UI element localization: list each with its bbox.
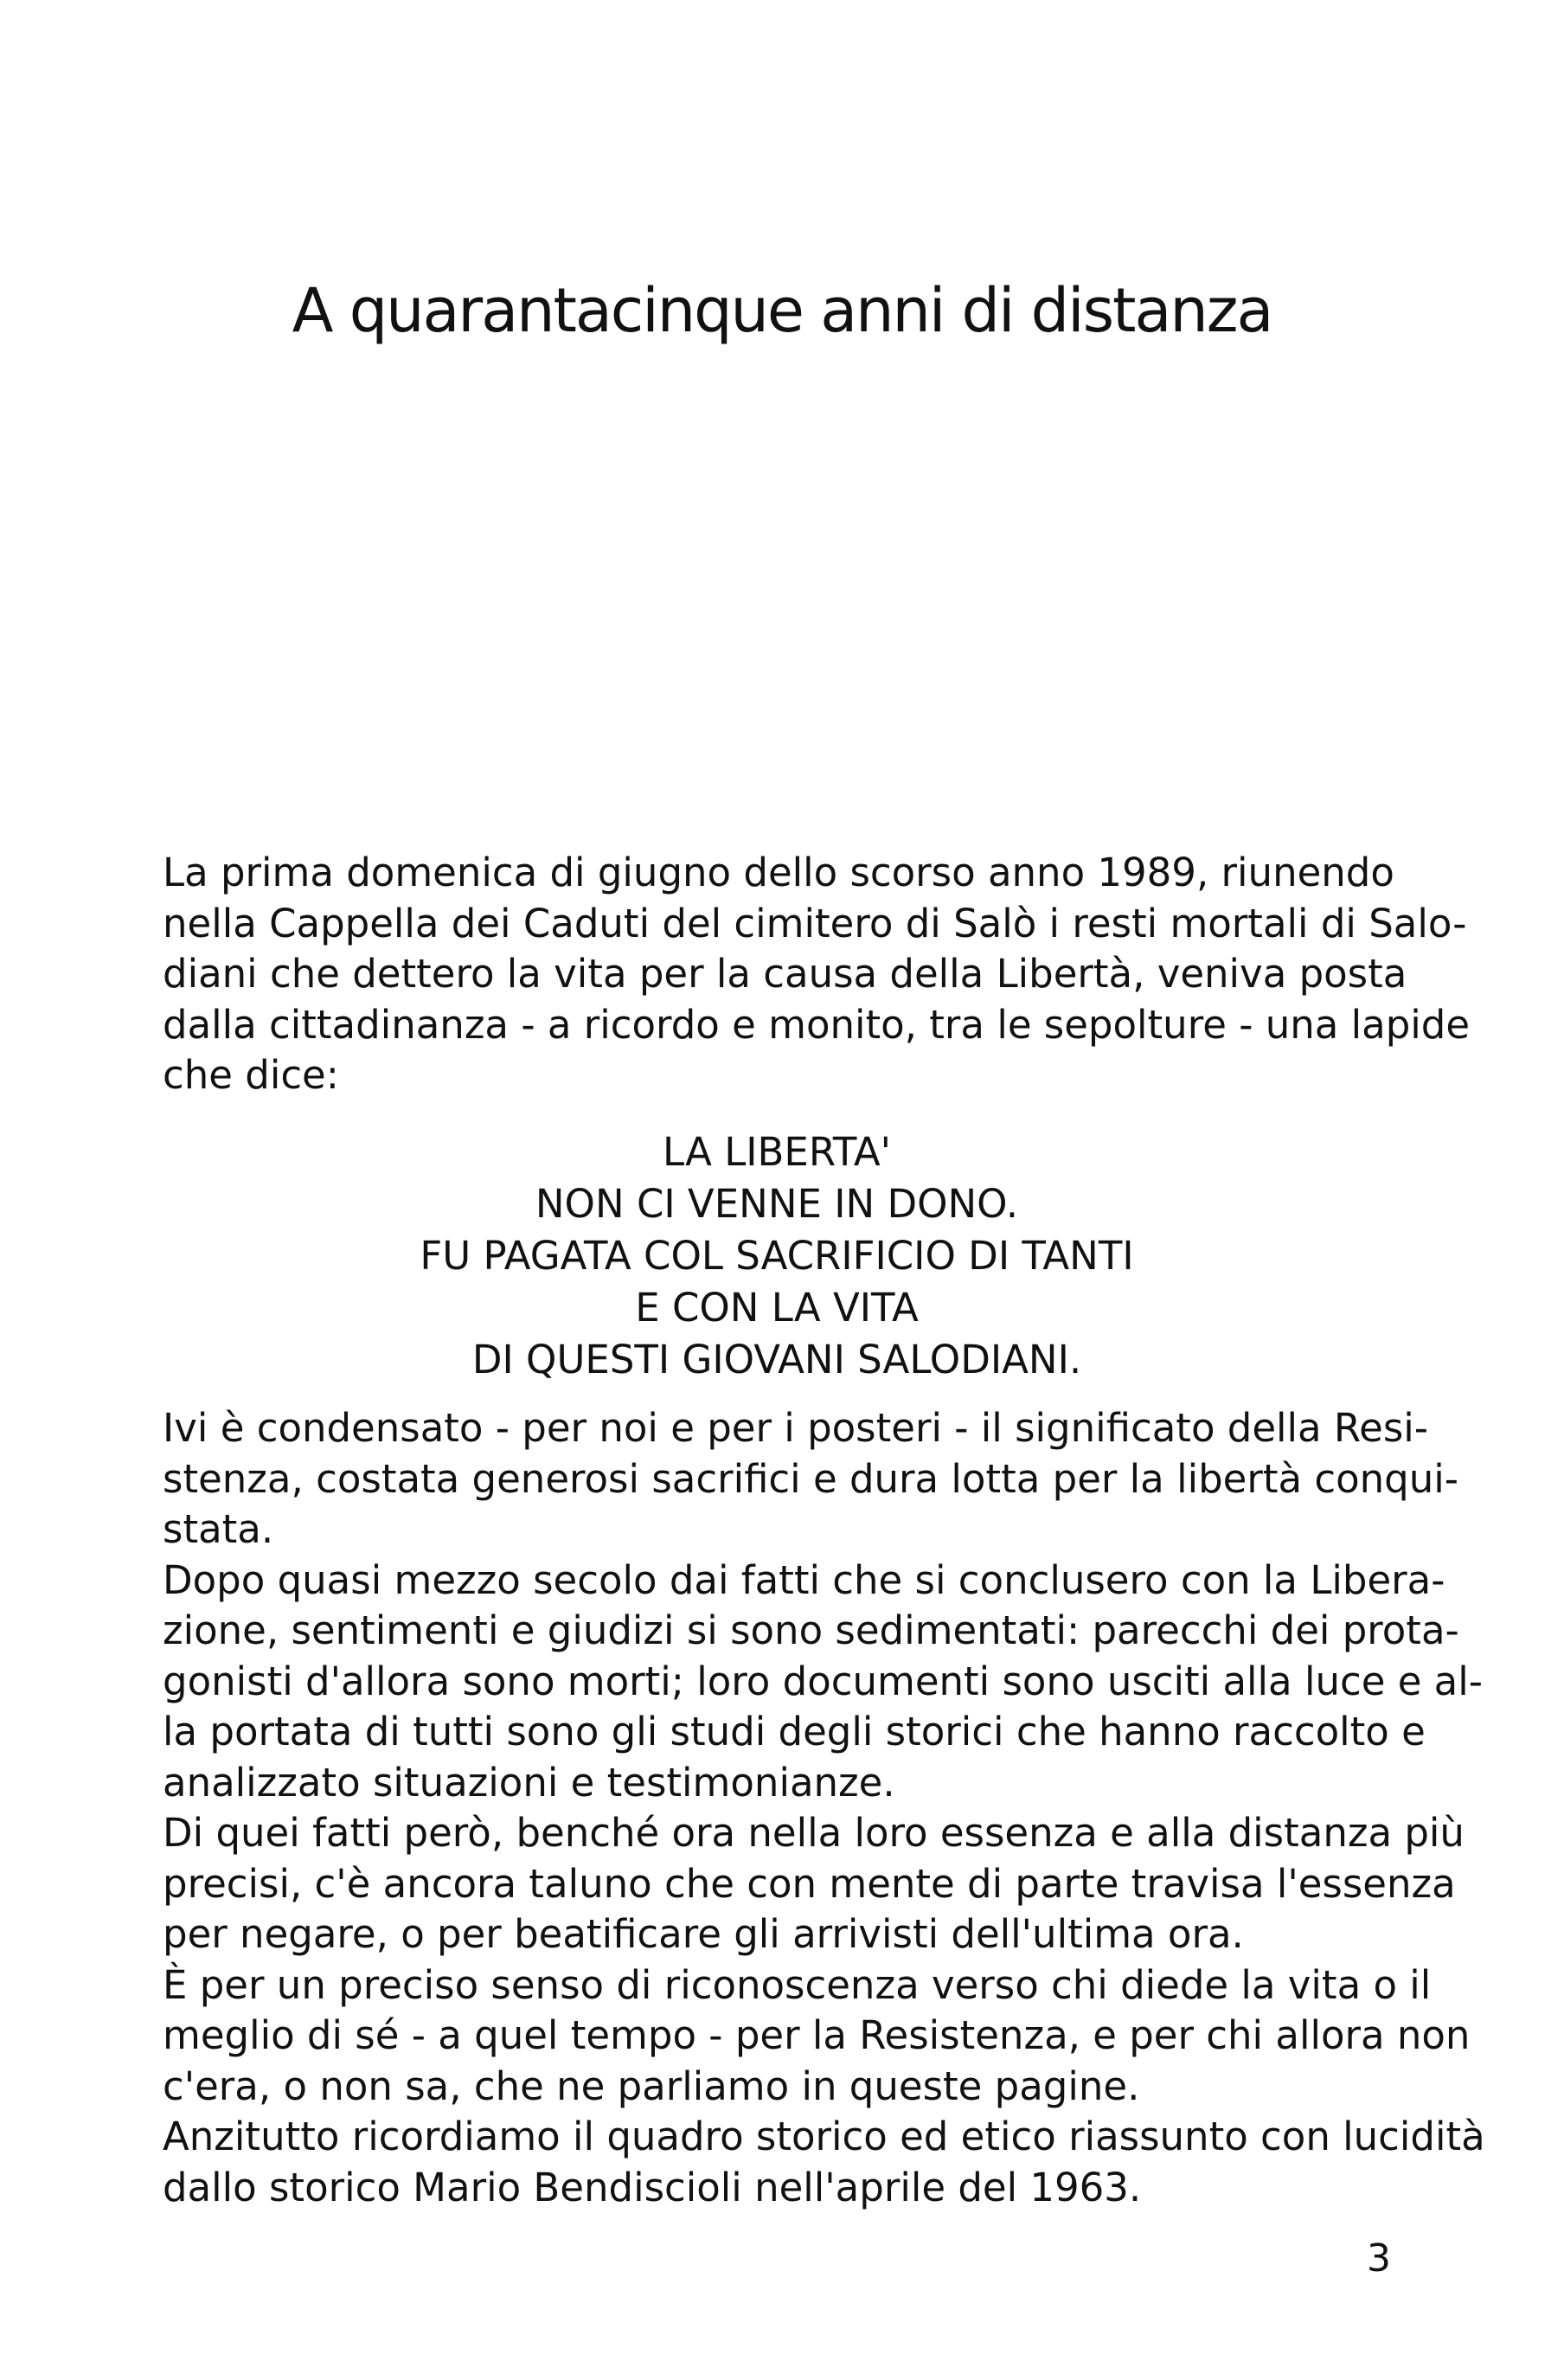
- page-number: 3: [1367, 2236, 1391, 2281]
- epigraph-line: DI QUESTI GIOVANI SALODIANI.: [471, 1337, 1082, 1382]
- text-line: stenza, costata generosi sacrifici e dura lotta per la libertà conqui-: [163, 1455, 1458, 1502]
- text-line: diani che dettero la vita per la causa della Libertà, veniva posta: [163, 951, 1407, 997]
- main-text: [163, 1403, 1485, 2213]
- text-line: dallo storico Mario Bendiscioli nell'aprile del 1963.: [163, 2164, 1142, 2210]
- epigraph-line: E CON LA VITA: [635, 1285, 919, 1331]
- text-line: Di quei fatti però, benché ora nella loro essenza e alla distanza più: [163, 1810, 1465, 1856]
- text-line: stata.: [163, 1506, 274, 1552]
- intro-paragraph: [163, 848, 1471, 1101]
- text-line: Ivi è condensato - per noi e per i posteri - il significato della Resi-: [163, 1405, 1429, 1451]
- text-line: meglio di sé - a quel tempo - per la Resistenza, e per chi allora non: [163, 2012, 1471, 2058]
- text-line: analizzato situazioni e testimonianze.: [163, 1759, 895, 1806]
- text-line: nella Cappella dei Caduti del cimitero di Salò i resti mortali di Salo-: [163, 900, 1467, 946]
- text-line: che dice:: [163, 1052, 339, 1098]
- epigraph-line: NON CI VENNE IN DONO.: [535, 1181, 1019, 1227]
- text-line: zione, sentimenti e giudizi si sono sedimentati: parecchi dei prota-: [163, 1607, 1459, 1653]
- text-line: È per un preciso senso di riconoscenza verso chi diede la vita o il: [163, 1961, 1432, 2008]
- text-line: dalla cittadinanza - a ricordo e monito, tra le sepolture - una lapide: [163, 1001, 1471, 1048]
- text-line: precisi, c'è ancora taluno che con mente di parte travisa l'essenza: [163, 1860, 1456, 1907]
- text-line: Anzitutto ricordiamo il quadro storico ed etico riassunto con lucidità: [163, 2114, 1485, 2159]
- epigraph-line: LA LIBERTA': [663, 1129, 891, 1175]
- text-line: gonisti d'allora sono morti; loro documenti sono usciti alla luce e al-: [163, 1658, 1484, 1704]
- epigraph-inscription: [163, 1126, 1391, 1386]
- text-line: per negare, o per beatificare gli arrivisti dell'ultima ora.: [163, 1911, 1244, 1957]
- text-line: c'era, o non sa, che ne parliamo in queste pagine.: [163, 2062, 1140, 2109]
- text-line: La prima domenica di giugno dello scorso anno 1989, riunendo: [163, 850, 1394, 895]
- text-line: Dopo quasi mezzo secolo dai fatti che si conclusero con la Libera-: [163, 1556, 1445, 1603]
- text-line: la portata di tutti sono gli studi degli storici che hanno raccolto e: [163, 1709, 1426, 1755]
- epigraph-line: FU PAGATA COL SACRIFICIO DI TANTI: [420, 1233, 1134, 1279]
- page-title: A quarantacinque anni di distanza: [292, 275, 1272, 346]
